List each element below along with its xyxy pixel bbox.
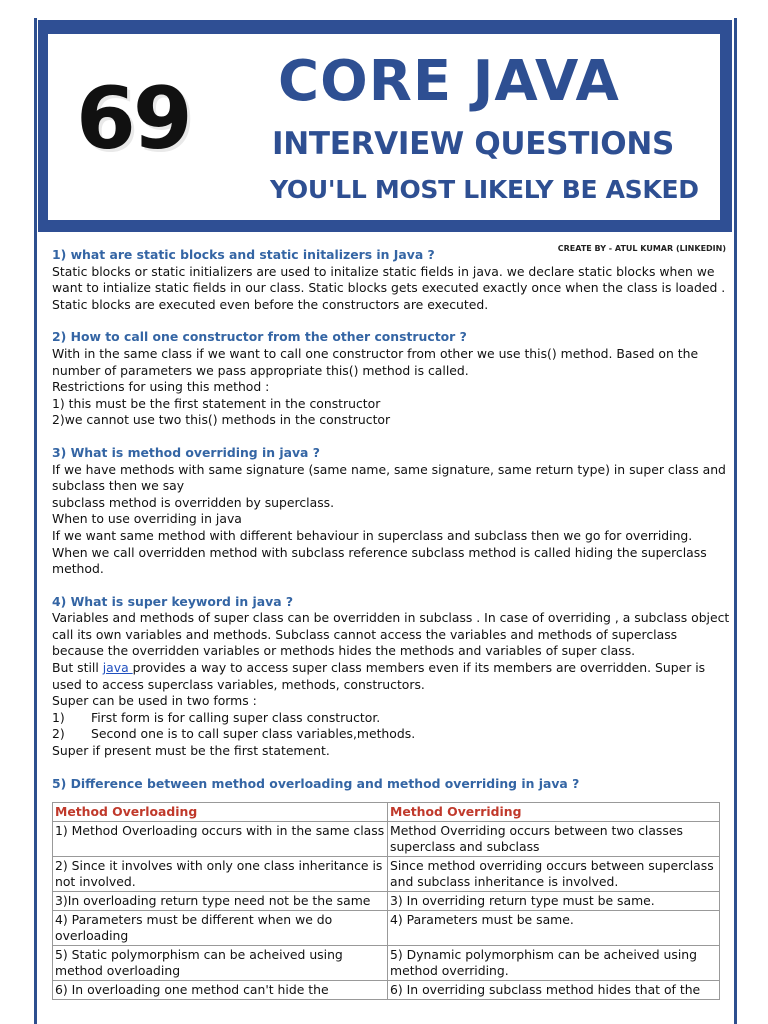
java-link[interactable]: java <box>102 660 133 676</box>
question-heading: 1) what are static blocks and static initalizers in Java ? <box>52 247 435 262</box>
table-row <box>53 911 720 946</box>
table-header-row <box>53 803 720 822</box>
answer-text: subclass method is overridden by superclass. <box>52 494 335 510</box>
table-header-cell: Method Overloading <box>53 803 388 822</box>
list-item <box>52 710 732 727</box>
question-heading: 4) What is super keyword in java ? <box>52 593 294 609</box>
table-row <box>53 981 720 1000</box>
answer-text-part: But still <box>52 660 103 676</box>
list-item <box>52 726 732 743</box>
question-count: 69 <box>76 69 190 169</box>
table-row <box>53 822 720 857</box>
table-cell: 4) Parameters must be same. <box>388 911 720 946</box>
answer-text: If we want same method with different behaviour in superclass and subclass then we go for overriding. <box>52 527 693 543</box>
answer-text: Variables and methods of super class can be overridden in subclass . In case of overriding , a subclass object call its own variables and methods. Subclass cannot access the variables and methods of superclass because the overridden variables or methods hides the methods and variables of super class. <box>52 610 730 659</box>
section-q4 <box>52 594 732 760</box>
table-row <box>53 946 720 981</box>
document-body <box>52 247 732 1016</box>
answer-text: Super can be used in two forms : <box>52 693 257 709</box>
title-banner-inner <box>48 34 720 220</box>
answer-text: Static blocks or static initializers are used to initalize static fields in java. we declare static blocks when we want to intialize static fields in our class. Static blocks gets executed exactly once when the class is loaded . Static blocks are executed even before the constructors are executed. <box>52 263 726 312</box>
table-row <box>53 892 720 911</box>
banner-title: CORE JAVA <box>278 49 620 114</box>
table-cell: 2) Since it involves with only one class inheritance is not involved. <box>53 857 388 892</box>
answer-text: 2)we cannot use two this() methods in the constructor <box>52 412 391 428</box>
section-q5 <box>52 776 732 1001</box>
right-border-line <box>734 18 737 1024</box>
list-text: Second one is to call super class variables,methods. <box>91 726 416 742</box>
comparison-table <box>52 802 720 1000</box>
table-cell: 6) In overriding subclass method hides that of the <box>388 981 720 1000</box>
table-cell: Since method overriding occurs between superclass and subclass inheritance is involved. <box>388 857 720 892</box>
table-cell: 6) In overloading one method can't hide the <box>53 981 388 1000</box>
table-header-cell: Method Overriding <box>388 803 720 822</box>
banner-subtitle: INTERVIEW QUESTIONS <box>272 126 674 162</box>
question-heading: 2) How to call one constructor from the other constructor ? <box>52 329 467 345</box>
answer-text <box>52 660 732 693</box>
list-number: 2) <box>52 726 65 742</box>
banner-tagline: YOU'LL MOST LIKELY BE ASKED <box>270 175 699 204</box>
table-cell: 3)In overloading return type need not be the same <box>53 892 388 911</box>
list-text: First form is for calling super class constructor. <box>91 709 381 725</box>
answer-text: 1) this must be the first statement in the constructor <box>52 395 381 411</box>
answer-text: When to use overriding in java <box>52 511 242 527</box>
list-number: 1) <box>52 709 65 725</box>
left-border-line <box>34 18 37 1024</box>
table-cell: 5) Static polymorphism can be acheived using method overloading <box>53 946 388 981</box>
table-row <box>53 857 720 892</box>
question-heading: 5) Difference between method overloading and method overriding in java ? <box>52 775 580 791</box>
title-banner <box>38 20 732 232</box>
answer-text: With in the same class if we want to call one constructor from other we use this() method. Based on the number of parameters we pass appropriate this() method is called. <box>52 345 699 378</box>
section-q1 <box>52 247 732 313</box>
answer-text: Super if present must be the first statement. <box>52 743 330 759</box>
answer-text-part: provides a way to access super class members even if its members are overridden. Super is used to access superclass variables, methods, constructors. <box>52 660 706 692</box>
table-cell: 3) In overriding return type must be same. <box>388 892 720 911</box>
table-cell: 1) Method Overloading occurs with in the same class <box>53 822 388 857</box>
answer-text: If we have methods with same signature (same name, same signature, same return type) in super class and subclass then we say <box>52 461 726 494</box>
answer-text: When we call overridden method with subclass reference subclass method is called hiding the superclass method. <box>52 544 707 577</box>
answer-text: Restrictions for using this method : <box>52 379 270 395</box>
table-cell: Method Overriding occurs between two classes superclass and subclass <box>388 822 720 857</box>
table-cell: 4) Parameters must be different when we do overloading <box>53 911 388 946</box>
section-q2 <box>52 329 732 429</box>
section-q3 <box>52 445 732 578</box>
table-cell: 5) Dynamic polymorphism can be acheived using method overriding. <box>388 946 720 981</box>
question-heading: 3) What is method overriding in java ? <box>52 444 320 460</box>
author-credit: CREATE BY - ATUL KUMAR (LINKEDIN) <box>557 244 726 253</box>
